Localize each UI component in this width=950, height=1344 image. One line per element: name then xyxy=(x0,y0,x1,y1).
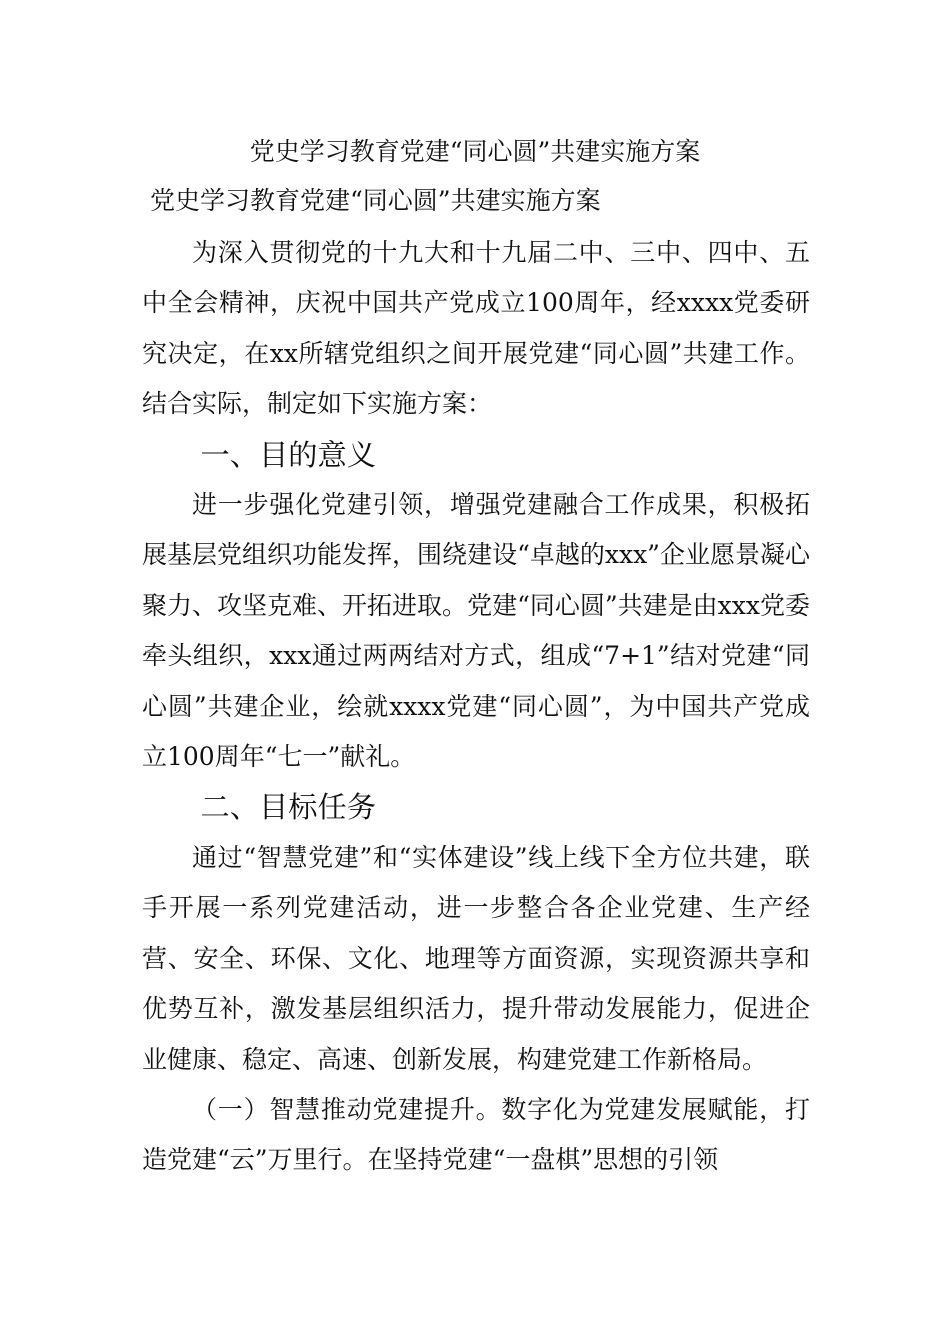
section-heading-purpose: 一、目的意义 xyxy=(200,437,376,472)
document-body xyxy=(142,228,810,1186)
document-subtitle: 党史学习教育党建“同心圆”共建实施方案 xyxy=(150,186,601,215)
goals-paragraph: 通过“智慧党建”和“实体建设”线上线下全方位共建，联手开展一系列党建活动，进一步整合各企业党建、生产经营、安全、环保、文化、地理等方面资源，实现资源共享和优势互补，激发基层组织活力，提升带动发展能力，促进企业健康、稳定、高速、创新发展，构建党建工作新格局。 xyxy=(142,842,810,1074)
document-title: 党史学习教育党建“同心圆”共建实施方案 xyxy=(249,137,701,166)
purpose-paragraph: 进一步强化党建引领，增强党建融合工作成果，积极拓展基层党组织功能发挥，围绕建设“卓越的xxx”企业愿景凝心聚力、攻坚克难、开拓进取。党建“同心圆”共建是由xxx党委牵头组织，xxx通过两两结对方式，组成“7+1”结对党建“同心圆”共建企业，绘就xxxx党建“同心圆”，为中国共产党成立100周年“七一”献礼。 xyxy=(142,490,810,772)
intro-paragraph: 为深入贯彻党的十九大和十九届二中、三中、四中、五中全会精神，庆祝中国共产党成立100周年，经xxxx党委研究决定，在xx所辖党组织之间开展党建“同心圆”共建工作。结合实际，制定如下实施方案： xyxy=(142,238,810,419)
section-heading-goals: 二、目标任务 xyxy=(200,790,376,825)
item-paragraph-1: （一）智慧推动党建提升。数字化为党建发展赋能，打造党建“云”万里行。在坚持党建“一盘棋”思想的引领 xyxy=(142,1094,810,1175)
